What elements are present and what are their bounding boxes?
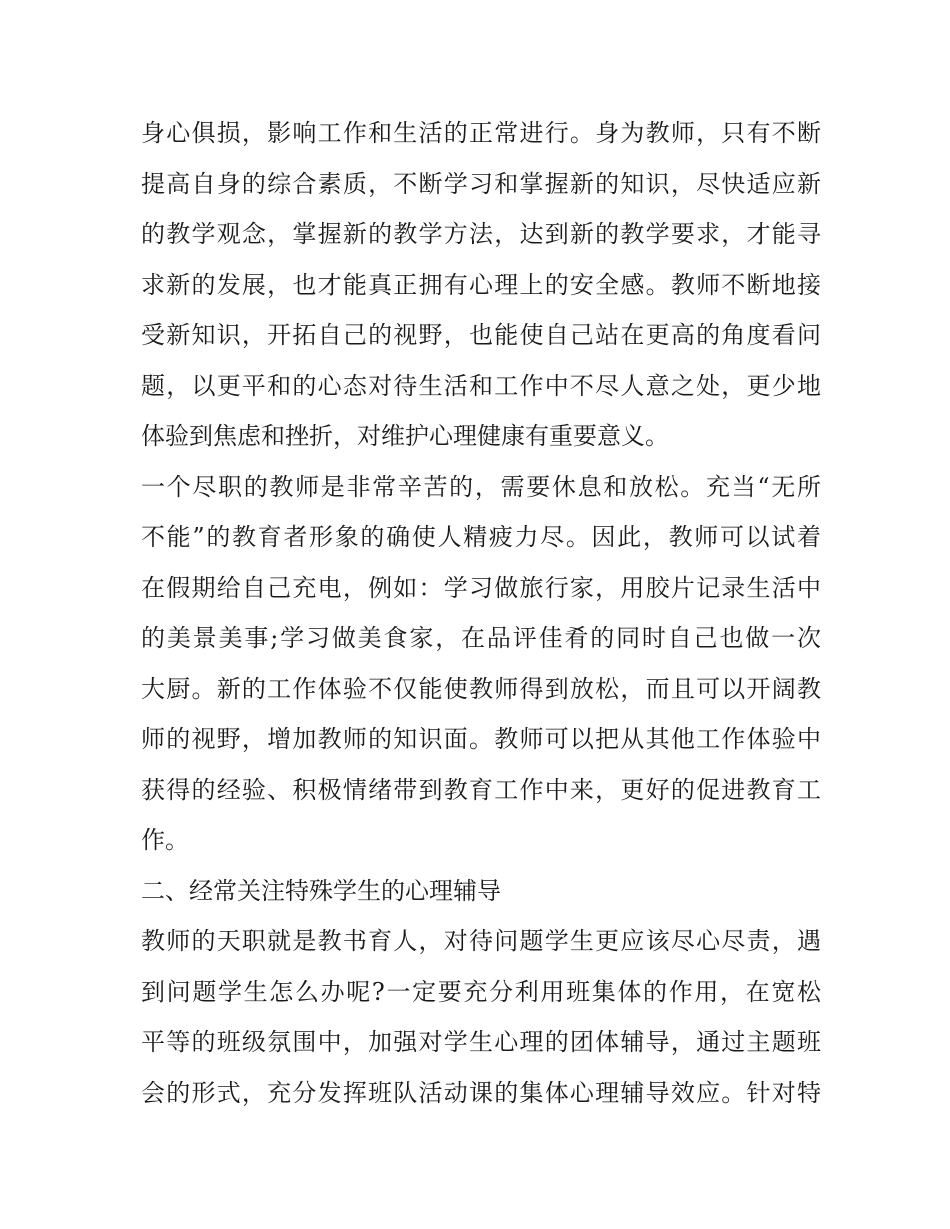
text-line: 提高自身的综合素质，不断学习和掌握新的知识，尽快适应新 — [141, 169, 821, 198]
text-line: 师的视野，增加教师的知识面。教师可以把从其他工作体验中 — [141, 725, 821, 753]
text-line: 作。 — [141, 826, 189, 854]
section-heading: 二、经常关注特殊学生的心理辅导 — [141, 876, 501, 905]
text-line: 的美景美事;学习做美食家，在品评佳肴的同时自己也做一次 — [141, 624, 821, 652]
text-line: 不能”的教育者形象的确使人精疲力尽。因此，教师可以试着 — [141, 523, 821, 551]
text-line: 大厨。新的工作体验不仅能使教师得到放松，而且可以开阔教 — [141, 674, 821, 703]
text-line: 体验到焦虑和挫折，对维护心理健康有重要意义。 — [141, 422, 669, 450]
text-line: 一个尽职的教师是非常辛苦的，需要休息和放松。充当“无所 — [141, 472, 821, 501]
text-line: 在假期给自己充电，例如：学习做旅行家，用胶片记录生活中 — [141, 573, 821, 602]
text-line: 教师的天职就是教书育人，对待问题学生更应该尽心尽责，遇 — [141, 927, 821, 955]
text-line: 到问题学生怎么办呢?一定要充分利用班集体的作用，在宽松 — [141, 977, 821, 1006]
text-line: 题，以更平和的心态对待生活和工作中不尽人意之处，更少地 — [141, 371, 821, 400]
text-line: 的教学观念，掌握新的教学方法，达到新的教学要求，才能寻 — [141, 220, 821, 248]
text-line: 身心俱损，影响工作和生活的正常进行。身为教师，只有不断 — [141, 119, 821, 147]
text-line: 受新知识，开拓自己的视野，也能使自己站在更高的角度看问 — [141, 321, 821, 349]
text-line: 获得的经验、积极情绪带到教育工作中来，更好的促进教育工 — [141, 775, 821, 804]
document-body — [141, 108, 821, 1118]
text-line: 求新的发展，也才能真正拥有心理上的安全感。教师不断地接 — [141, 270, 821, 299]
text-line: 会的形式，充分发挥班队活动课的集体心理辅导效应。针对特 — [141, 1078, 821, 1107]
text-line: 平等的班级氛围中，加强对学生心理的团体辅导，通过主题班 — [141, 1028, 821, 1056]
